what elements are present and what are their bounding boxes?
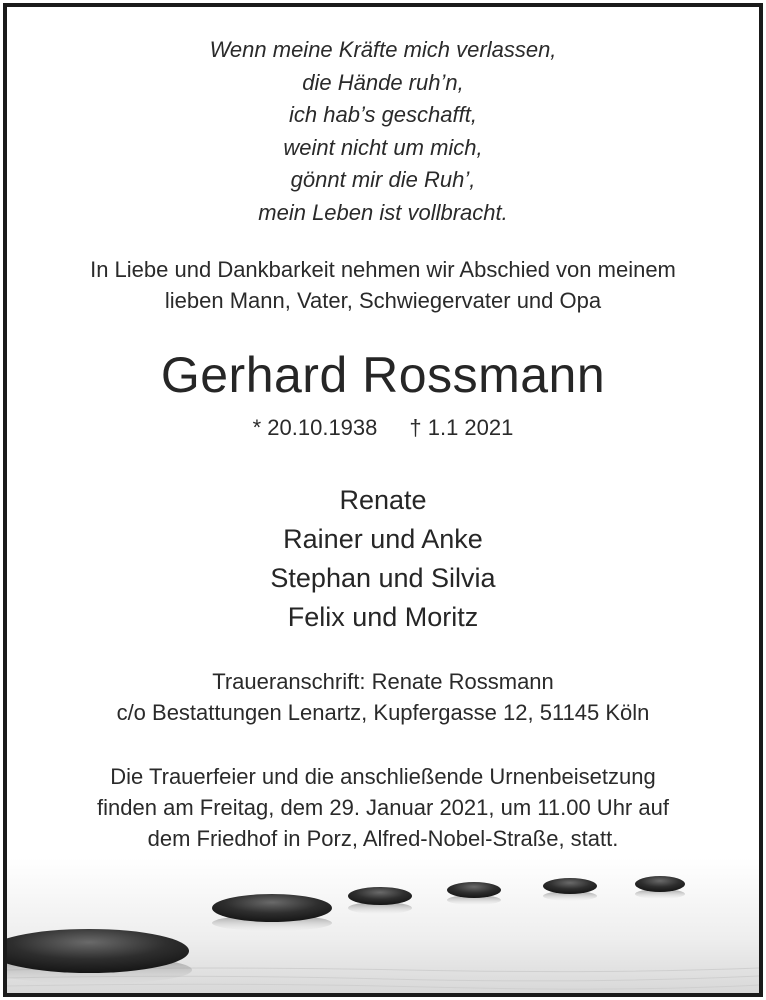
address-line: Traueranschrift: Renate Rossmann: [212, 669, 554, 694]
ceremony-line: Die Trauerfeier und die anschließende Urnenbeisetzung: [110, 764, 656, 789]
ceremony-line: dem Friedhof in Porz, Alfred-Nobel-Straße, statt.: [147, 826, 619, 851]
poem-line: gönnt mir die Ruh’,: [290, 167, 476, 192]
mourner: Renate: [339, 485, 427, 515]
zen-stones-image: [7, 858, 759, 993]
poem-line: ich hab’s geschafft,: [289, 102, 477, 127]
deceased-name: Gerhard Rossmann: [160, 347, 606, 403]
farewell-line: lieben Mann, Vater, Schwiegervater und Opa: [164, 288, 602, 313]
obituary-frame: [3, 3, 763, 997]
stone-medium: [212, 894, 332, 922]
address-line: c/o Bestattungen Lenartz, Kupfergasse 12, 51145 Köln: [116, 700, 650, 725]
ceremony-info: [7, 761, 759, 854]
poem: [7, 34, 759, 229]
mourner: Felix und Moritz: [287, 602, 479, 632]
poem-line: mein Leben ist vollbracht.: [258, 199, 508, 225]
ceremony-line: finden am Freitag, dem 29. Januar 2021, um 11.00 Uhr auf: [97, 795, 669, 820]
farewell-line: In Liebe und Dankbarkeit nehmen wir Abschied von meinem: [90, 257, 676, 282]
life-dates: [7, 413, 759, 443]
mourning-address: [7, 666, 759, 728]
death-date: † 1.1 2021: [409, 415, 514, 440]
mourners-list: [7, 481, 759, 637]
stone-small: [447, 882, 501, 898]
poem-line: die Hände ruh’n,: [302, 69, 464, 95]
birth-date: * 20.10.1938: [252, 415, 378, 440]
stone-small: [348, 887, 412, 905]
stone-small: [543, 878, 597, 894]
poem-line: weint nicht um mich,: [283, 134, 483, 160]
mourner: Stephan und Silvia: [270, 563, 496, 593]
stone-small: [635, 876, 685, 892]
poem-line: Wenn meine Kräfte mich verlassen,: [209, 37, 557, 62]
farewell-text: [7, 254, 759, 316]
mourner: Rainer und Anke: [283, 524, 483, 554]
